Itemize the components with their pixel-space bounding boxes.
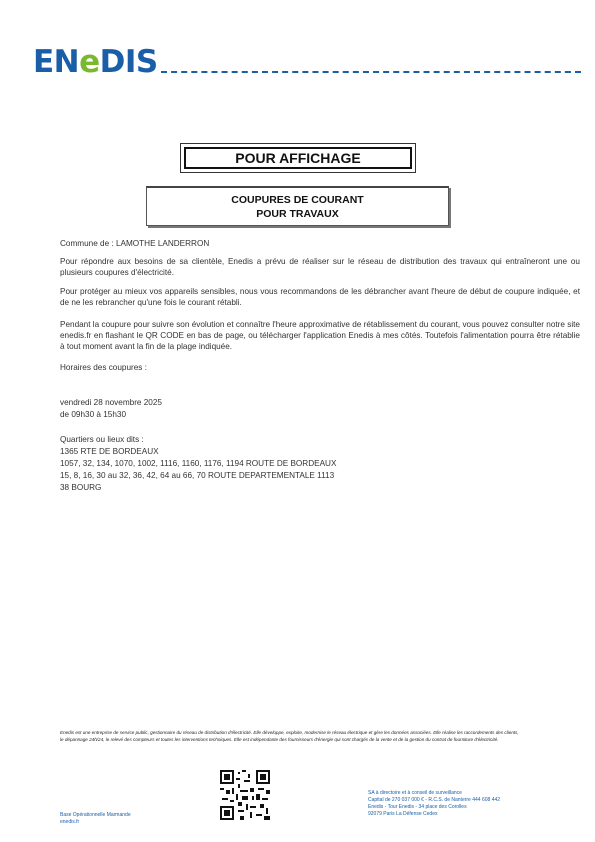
footer-address: Enedis - Tour Enedis - 34 place des Corolles [368,804,467,810]
paragraph-2: Pour protéger au mieux vos appareils sensibles, nous vous recommandons de les débrancher avant l'heure de début de coupure indiquée, et de ne les rebrancher qu'une fois le courant rétabli. [60,287,580,307]
qr-code[interactable] [220,770,270,820]
footer-left-block [60,812,131,826]
hours-label: Horaires des coupures : [60,363,147,372]
footer-right-block [368,790,500,818]
display-notice-box [180,143,416,173]
footer-legal-note: Enedis est une entreprise de service public, gestionnaire du réseau de distribution d'électricité. Elle développe, exploite, modernise le réseau électrique et gère les données associées. Elle réalise les raccordements des clients, le dépannage 24h/24, le relevé des compteurs et toutes les interventions techniques. Elle est indépendante des fournisseurs d'énergie qui sont chargés de la vente et de la gestion du contrat de fourniture d'électricité. [60,730,519,742]
places-label: Quartiers ou lieux dits : [60,435,144,444]
place-item: 1057, 32, 134, 1070, 1002, 1116, 1160, 1176, 1194 ROUTE DE BORDEAUX [60,459,337,468]
subject-line-1: COUPURES DE COURANT [231,193,364,206]
display-notice-title: POUR AFFICHAGE [184,147,412,169]
enedis-logo: ENeDIS [33,44,158,80]
outage-time: de 09h30 à 15h30 [60,410,127,419]
place-item: 1365 RTE DE BORDEAUX [60,447,159,456]
footer-website-link[interactable]: enedis.fr [60,819,80,825]
footer-base-name: Base Opérationnelle Marmande [60,812,131,818]
subject-line-2: POUR TRAVAUX [256,207,339,220]
footer-city: 92079 Paris La Défense Cedex [368,811,438,817]
paragraph-1: Pour répondre aux besoins de sa clientèle, Enedis a prévu de réaliser sur le réseau de distribution des travaux qui entraîneront une ou plusieurs coupures d'électricité. [60,257,580,277]
place-item: 38 BOURG [60,483,102,492]
qr-code-icon [220,770,270,820]
commune-line: Commune de : LAMOTHE LANDERRON [60,239,210,248]
subject-box [146,186,449,226]
paragraph-3: Pendant la coupure pour suivre son évolution et connaître l'heure approximative de rétablissement du courant, vous pouvez consulter notre site enedis.fr en flashant le QR CODE en bas de page, ou télécharger l'application Enedis à mes côtés. Toutefois l'alimentation pourra être rétablie à tout moment avant la fin de la plage indiquée. [60,320,580,351]
outage-date: vendredi 28 novembre 2025 [60,398,162,407]
footer-company-form: SA à directoire et à conseil de surveillance [368,790,462,796]
place-item: 15, 8, 16, 30 au 32, 36, 42, 64 au 66, 70 ROUTE DEPARTEMENTALE 1113 [60,471,335,480]
header-dashed-line [161,71,581,73]
footer-capital: Capital de 270 037 000 € - R.C.S. de Nanterre 444 608 442 [368,797,501,803]
